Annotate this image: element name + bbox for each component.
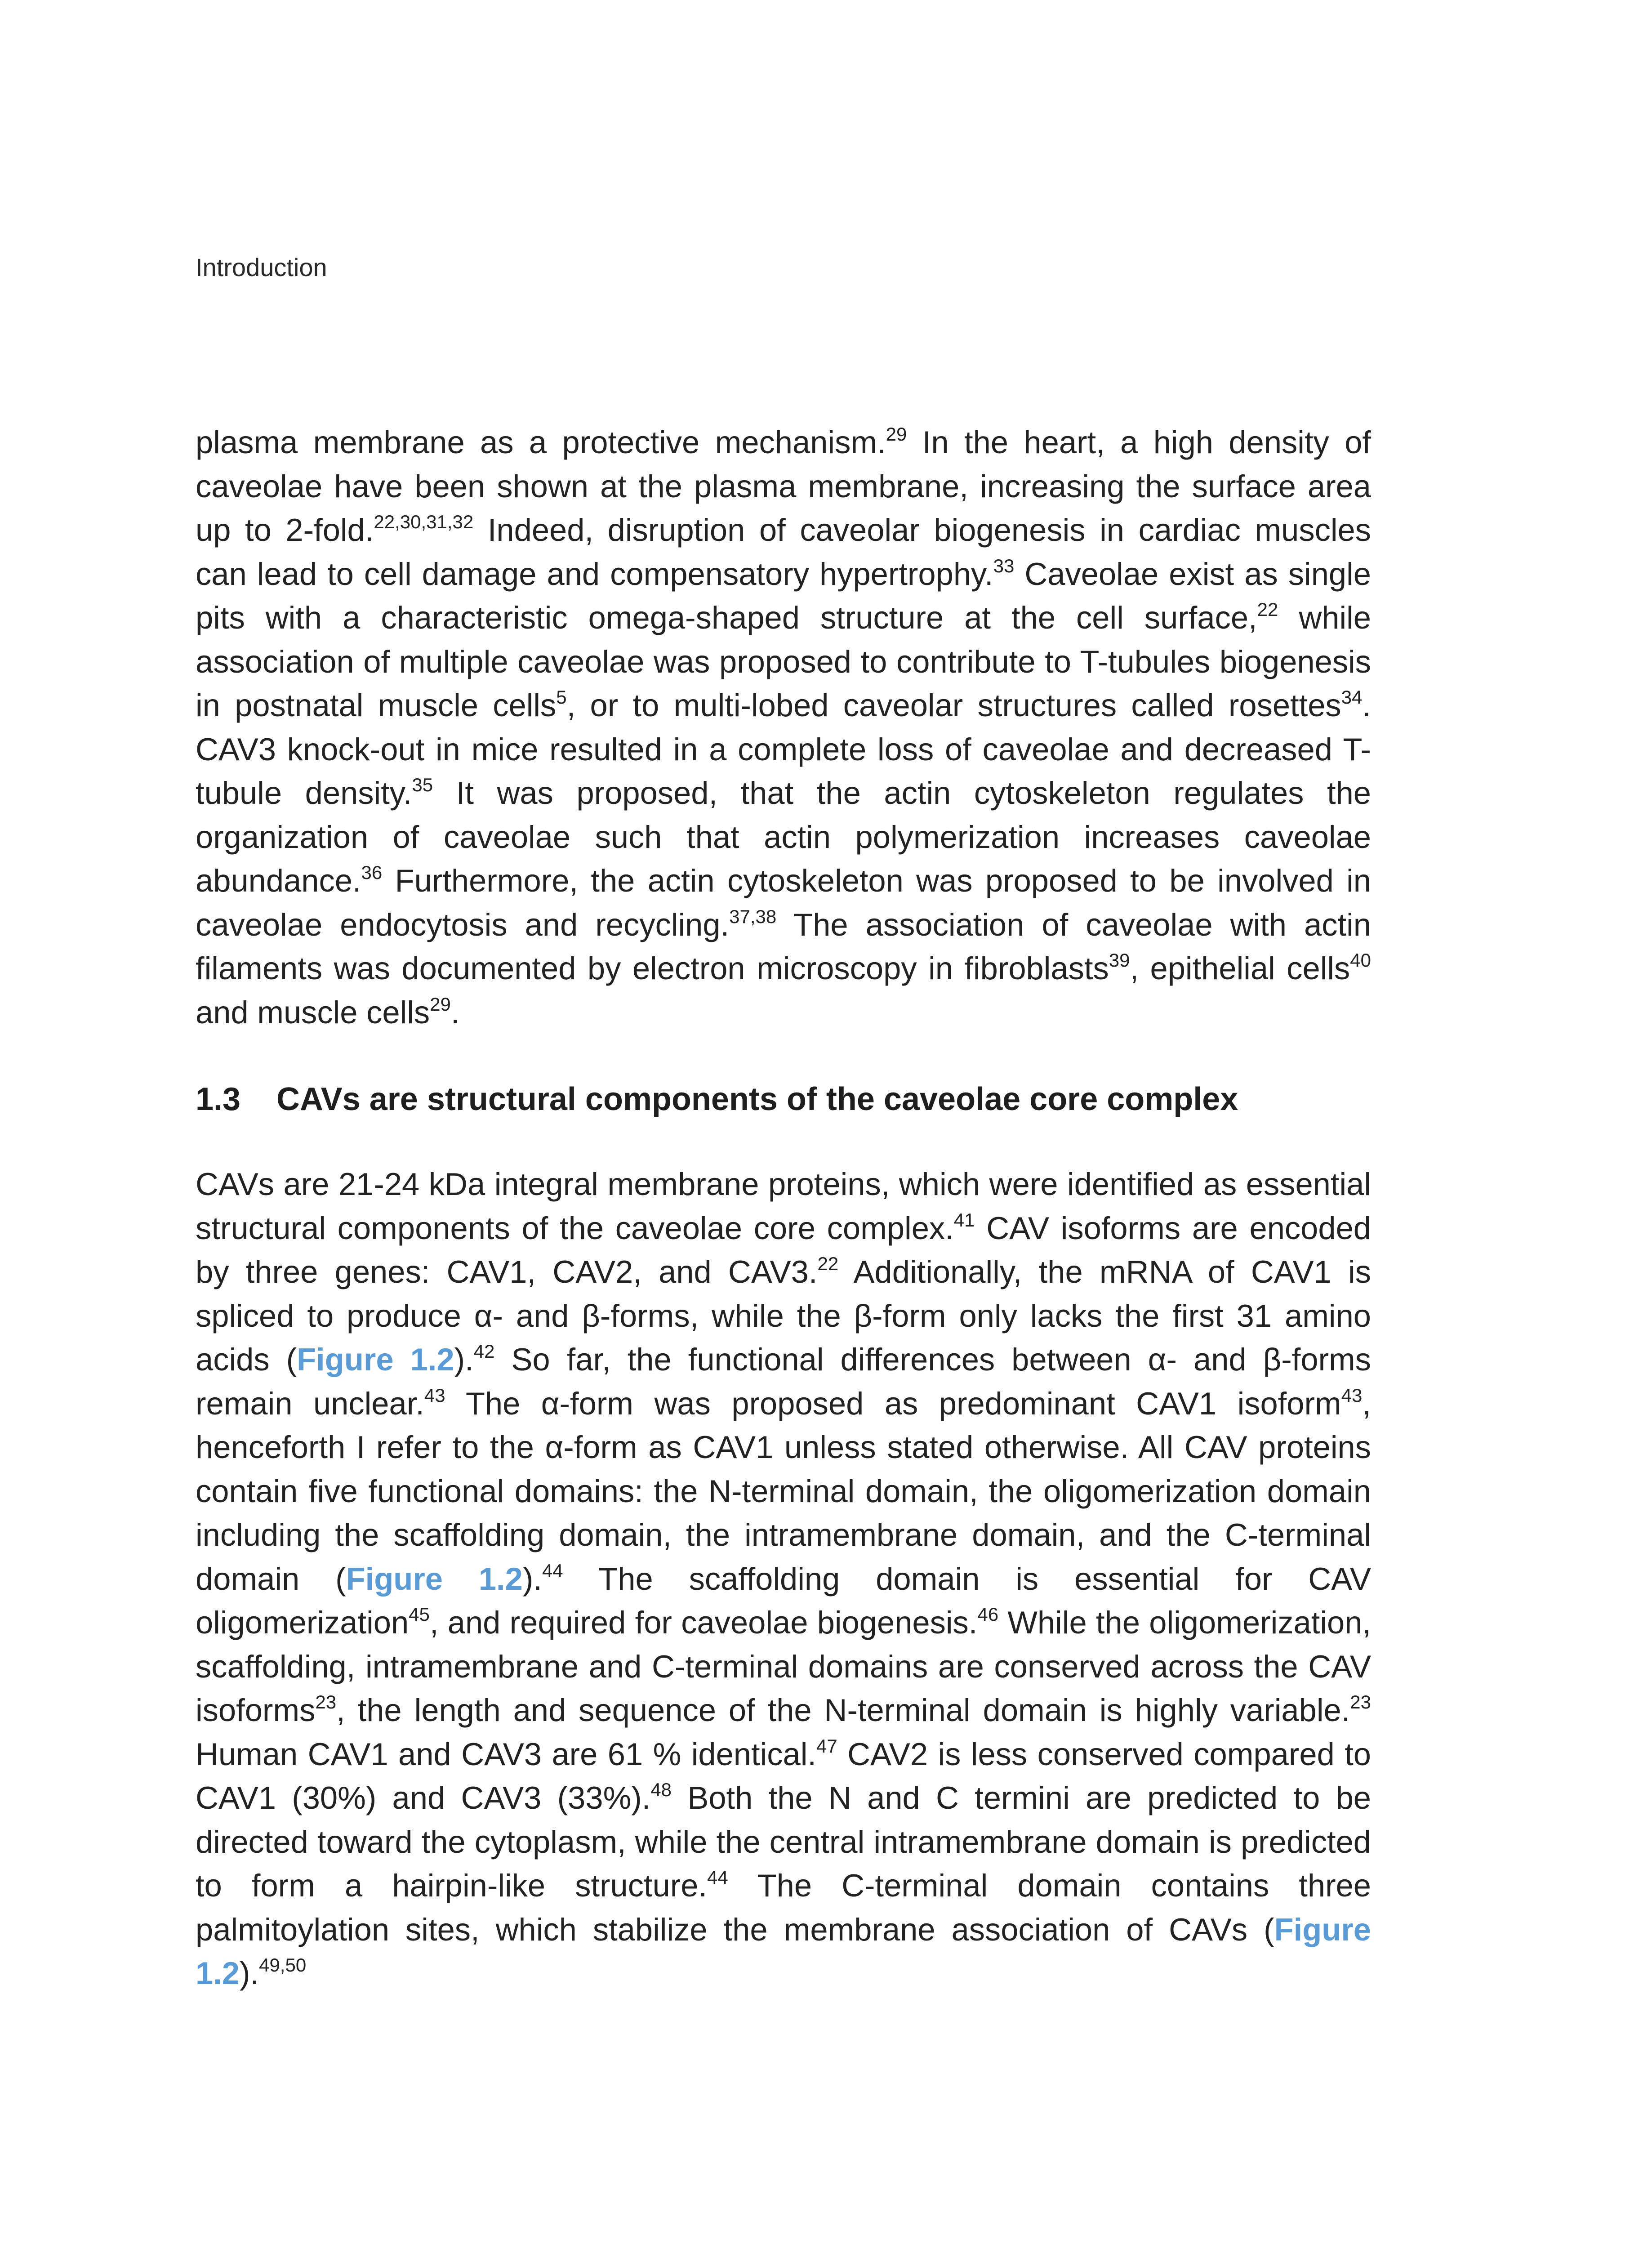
text-run: , and required for caveolae biogenesis. xyxy=(429,1605,978,1640)
citation-superscript: 22 xyxy=(817,1253,839,1274)
citation-superscript: 22 xyxy=(1257,599,1278,620)
citation-superscript: 40 xyxy=(1350,950,1371,971)
citation-superscript: 23 xyxy=(315,1691,337,1713)
citation-superscript: 41 xyxy=(953,1209,975,1231)
citation-superscript: 29 xyxy=(430,993,451,1015)
citation-superscript: 23 xyxy=(1350,1691,1371,1713)
text-run: Furthermore, the actin cytoskeleton was proposed to be involved in caveolae endocytosis and recycling. xyxy=(196,863,1371,942)
text-run: In the heart, a high density of caveolae have been shown at the plasma membrane, increasing the surface area up to 2-fold. xyxy=(196,424,1371,548)
citation-superscript: 47 xyxy=(816,1735,837,1757)
citation-superscript: 33 xyxy=(993,555,1015,576)
text-run: Additionally, the mRNA of CAV1 is spliced to produce α- and β-forms, while the β-form only lacks the first 31 amino acids ( xyxy=(196,1254,1371,1377)
text-run: CAV isoforms are encoded by three genes: CAV1, CAV2, and CAV3. xyxy=(196,1210,1371,1289)
citation-superscript: 45 xyxy=(409,1604,430,1625)
text-run: ). xyxy=(522,1561,542,1597)
text-run: So far, the functional differences between α- and β-forms remain unclear. xyxy=(196,1342,1371,1421)
citation-superscript: 43 xyxy=(424,1384,445,1406)
figure-reference-link[interactable]: Figure 1.2 xyxy=(297,1342,454,1377)
text-run: Indeed, disruption of caveolar biogenesis in cardiac muscles can lead to cell damage and compensatory hypertrophy. xyxy=(196,512,1371,592)
citation-superscript: 29 xyxy=(886,424,907,445)
text-run: While the oligomerization, scaffolding, intramembrane and C-terminal domains are conserved across the CAV isoforms xyxy=(196,1605,1371,1728)
body-paragraph-2 xyxy=(196,1162,1371,1995)
citation-superscript: 5 xyxy=(556,687,567,708)
text-run: , epithelial cells xyxy=(1130,950,1350,986)
citation-superscript: 44 xyxy=(707,1867,728,1888)
citation-superscript: 46 xyxy=(977,1604,999,1625)
running-header: Introduction xyxy=(196,253,327,281)
text-run: It was proposed, that the actin cytoskeleton regulates the organization of caveolae such that actin polymerization increases caveolae abundance. xyxy=(196,775,1371,898)
text-run: The association of caveolae with actin filaments was documented by electron microscopy in fibroblasts xyxy=(196,906,1371,986)
citation-superscript: 37,38 xyxy=(729,905,777,927)
citation-superscript: 43 xyxy=(1341,1384,1363,1406)
citation-superscript: 48 xyxy=(650,1779,672,1800)
figure-reference-link[interactable]: Figure 1.2 xyxy=(196,1911,1371,1991)
body-paragraph-1 xyxy=(196,420,1371,1034)
text-run: Both the N and C termini are predicted to be directed toward the cytoplasm, while the central intramembrane domain is predicted to form a hairpin-like structure. xyxy=(196,1780,1371,1903)
text-run: . CAV3 knock-out in mice resulted in a complete loss of caveolae and decreased T-tubule density. xyxy=(196,687,1371,811)
citation-superscript: 42 xyxy=(473,1341,495,1362)
text-run: while association of multiple caveolae was proposed to contribute to T-tubules biogenesis in postnatal muscle cells xyxy=(196,600,1371,723)
text-run: The scaffolding domain is essential for CAV oligomerization xyxy=(196,1561,1371,1640)
text-run: CAV2 is less conserved compared to CAV1 (30%) and CAV3 (33%). xyxy=(196,1736,1371,1815)
text-run: , henceforth I refer to the α-form as CAV1 unless stated otherwise. All CAV proteins contain five functional domains: the N-terminal domain, the oligomerization domain including the scaffolding domain, the intramembrane domain, and the C-terminal domain ( xyxy=(196,1385,1371,1597)
text-run: The C-terminal domain contains three palmitoylation sites, which stabilize the membrane association of CAVs ( xyxy=(196,1868,1371,1947)
text-run: ). xyxy=(454,1342,474,1377)
text-run: Human CAV1 and CAV3 are 61 % identical. xyxy=(196,1736,816,1772)
citation-superscript: 22,30,31,32 xyxy=(374,511,474,532)
text-run: , the length and sequence of the N-terminal domain is highly variable. xyxy=(336,1692,1350,1728)
text-run: Caveolae exist as single pits with a characteristic omega-shaped structure at the cell surface, xyxy=(196,556,1371,635)
text-run: CAVs are 21-24 kDa integral membrane proteins, which were identified as essential structural components of the caveolae core complex. xyxy=(196,1166,1371,1246)
section-title: CAVs are structural components of the caveolae core complex xyxy=(276,1081,1238,1117)
section-heading xyxy=(196,1077,1238,1122)
text-run: ). xyxy=(240,1955,259,1991)
text-run: , or to multi-lobed caveolar structures called rosettes xyxy=(566,687,1341,723)
text-run: plasma membrane as a protective mechanism. xyxy=(196,424,886,460)
citation-superscript: 44 xyxy=(542,1560,563,1581)
citation-superscript: 39 xyxy=(1109,950,1130,971)
citation-superscript: 35 xyxy=(412,774,433,795)
citation-superscript: 34 xyxy=(1341,687,1363,708)
text-run: The α-form was proposed as predominant CAV1 isoform xyxy=(445,1385,1341,1421)
citation-superscript: 49,50 xyxy=(259,1954,307,1976)
text-run: and muscle cells xyxy=(196,994,430,1030)
citation-superscript: 36 xyxy=(361,862,383,883)
text-run: . xyxy=(450,994,460,1030)
section-number: 1.3 xyxy=(196,1081,241,1117)
figure-reference-link[interactable]: Figure 1.2 xyxy=(346,1561,523,1597)
